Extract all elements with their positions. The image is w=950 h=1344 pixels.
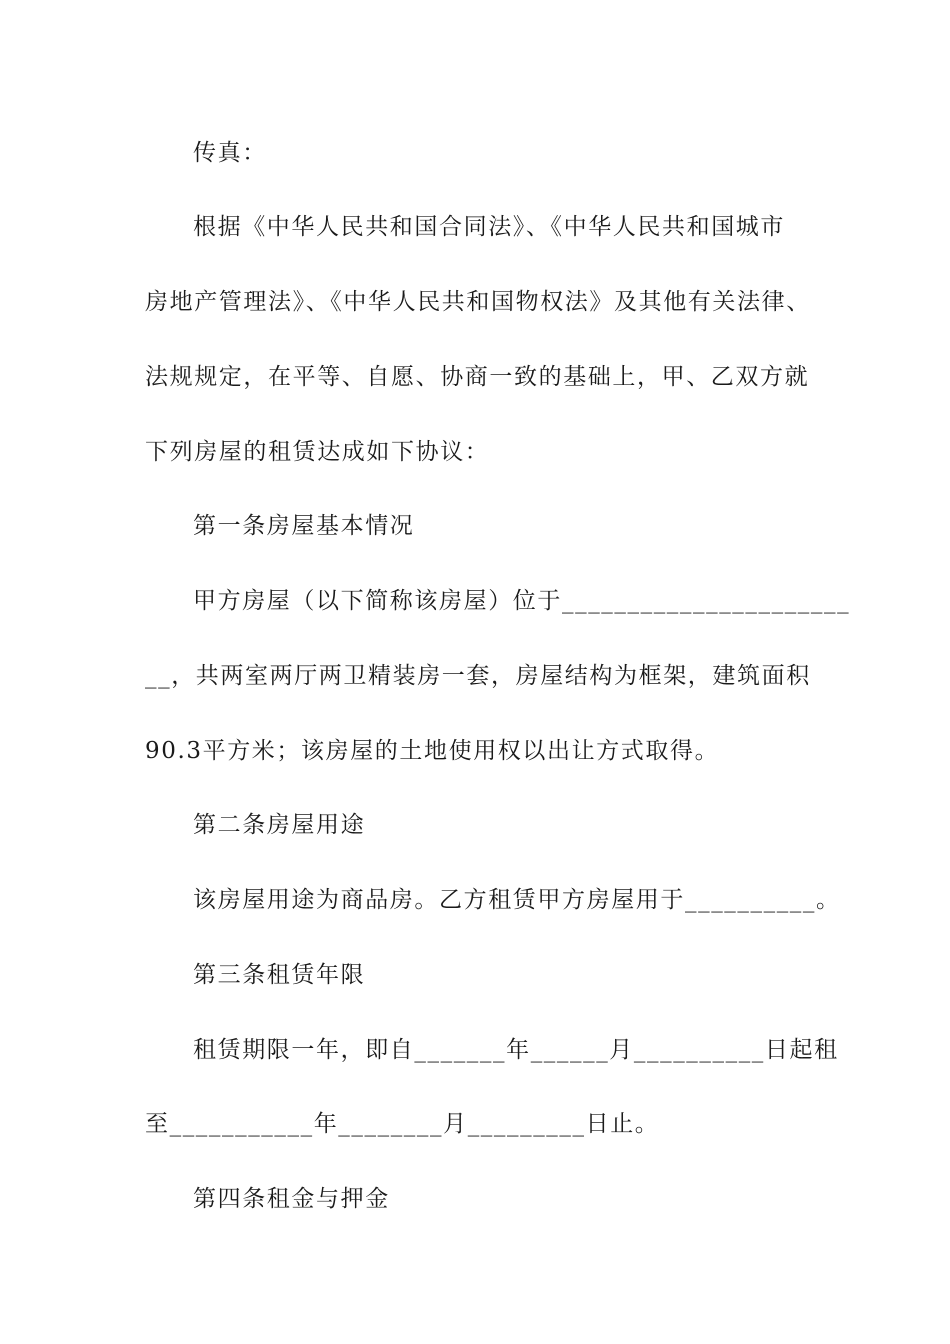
article-1-heading: 第一条房屋基本情况 [193, 513, 415, 539]
article-2-line-1: 该房屋用途为商品房。乙方租赁甲方房屋用于__________。 [193, 887, 841, 913]
article-3-heading: 第三条租赁年限 [193, 962, 366, 988]
article-3-line-2: 至___________年________月_________日止。 [145, 1111, 660, 1137]
article-1-line-3: 90.3平方米；该房屋的土地使用权以出让方式取得。 [145, 738, 720, 764]
article-2-heading: 第二条房屋用途 [193, 812, 366, 838]
preamble-line-2: 房地产管理法》、《中华人民共和国物权法》及其他有关法律、 [145, 289, 811, 315]
article-4-heading: 第四条租金与押金 [193, 1186, 390, 1212]
preamble-line-4: 下列房屋的租赁达成如下协议： [145, 439, 490, 465]
fax-line: 传真： [193, 140, 267, 166]
article-1-line-2: __，共两室两厅两卫精装房一套，房屋结构为框架，建筑面积 [145, 663, 811, 689]
article-3-line-1: 租赁期限一年，即自_______年______月__________日起租 [193, 1037, 839, 1063]
article-1-line-1: 甲方房屋（以下简称该房屋）位于______________________ [193, 588, 851, 614]
preamble-line-3: 法规规定，在平等、自愿、协商一致的基础上，甲、乙双方就 [145, 364, 810, 390]
preamble-line-1: 根据《中华人民共和国合同法》、《中华人民共和国城市 [193, 214, 785, 240]
